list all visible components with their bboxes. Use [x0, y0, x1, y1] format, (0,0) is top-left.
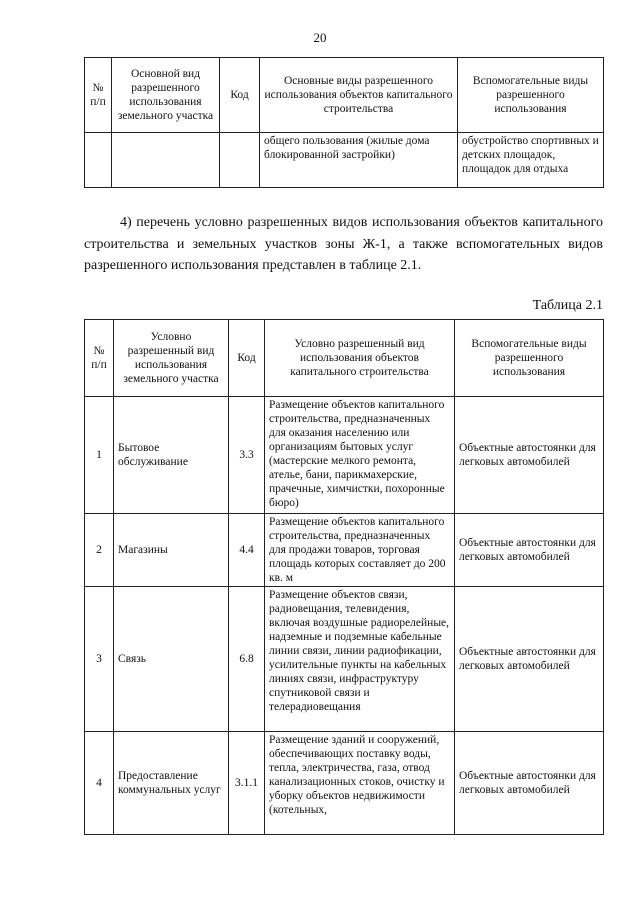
cell-name: Предоставление коммунальных услуг — [114, 732, 229, 835]
cell-desc: Размещение объектов капитального строительства, предназначенных для оказания населению или организациям бытовых услуг (мастерские мелкого ремонта, ателье, бани, парикмахерские, прачечные, химчистки, похоронные бюро) — [265, 397, 455, 514]
cell-code: 3.1.1 — [229, 732, 265, 835]
cell-code — [220, 133, 260, 188]
table-row — [85, 133, 604, 188]
cell-aux: Объектные автостоянки для легковых автомобилей — [455, 587, 604, 732]
table-row — [85, 397, 604, 514]
cell-desc: Размещение объектов связи, радиовещания, телевидения, включая воздушные радиорелейные, надземные и подземные кабельные линии связи, линии радиофикации, усилительные пункты на кабельных линиях связи, инфраструктуру спутниковой связи и телерадиовещания — [265, 587, 455, 732]
table-header-row — [85, 320, 604, 397]
header-aux-uses: Вспомогательные виды разрешенного использования — [455, 320, 604, 397]
cell-aux: Объектные автостоянки для легковых автомобилей — [455, 397, 604, 514]
table-row — [85, 732, 604, 835]
cell-code: 4.4 — [229, 514, 265, 587]
cell-aux: Объектные автостоянки для легковых автомобилей — [455, 514, 604, 587]
cell-main: общего пользования (жилые дома блокированной застройки) — [260, 133, 458, 188]
cell-num: 3 — [85, 587, 114, 732]
header-land-use: Основной вид разрешенного использования земельного участка — [112, 58, 220, 133]
cell-desc: Размещение объектов капитального строительства, предназначенных для продажи товаров, торговая площадь которых составляет до 200 кв. м — [265, 514, 455, 587]
cell-num — [85, 133, 112, 188]
body-paragraph — [84, 212, 603, 277]
table-header-row — [85, 58, 604, 133]
conditional-uses-table — [84, 319, 604, 835]
cell-num: 1 — [85, 397, 114, 514]
cell-num: 4 — [85, 732, 114, 835]
table-row — [85, 514, 604, 587]
continued-table — [84, 57, 604, 188]
cell-name: Связь — [114, 587, 229, 732]
cell-aux: Объектные автостоянки для легковых автомобилей — [455, 732, 604, 835]
cell-name: Магазины — [114, 514, 229, 587]
page-number: 20 — [313, 30, 327, 45]
header-land-use: Условно разрешенный вид использования земельного участка — [114, 320, 229, 397]
cell-num: 2 — [85, 514, 114, 587]
table-caption: Таблица 2.1 — [532, 298, 603, 313]
cell-desc: Размещение зданий и сооружений, обеспечивающих поставку воды, тепла, электричества, газа, отвод канализационных стоков, очистку и уборку объектов недвижимости (котельных, — [265, 732, 455, 835]
cell-code: 6.8 — [229, 587, 265, 732]
header-main-uses: Основные виды разрешенного использования объектов капитального строительства — [260, 58, 458, 133]
cell-aux: обустройство спортивных и детских площадок, площадок для отдыха — [458, 133, 604, 188]
cell-code: 3.3 — [229, 397, 265, 514]
header-aux-uses: Вспомогательные виды разрешенного использования — [458, 58, 604, 133]
cell-name: Бытовое обслуживание — [114, 397, 229, 514]
header-num: № п/п — [85, 58, 112, 133]
header-code: Код — [220, 58, 260, 133]
paragraph-text: 4) перечень условно разрешенных видов использования объектов капитального строительства и земельных участков зоны Ж-1, а также вспомогательных видов разрешенного использования представлен в таблице 2.1. — [84, 215, 603, 273]
header-code: Код — [229, 320, 265, 397]
header-conditional-uses: Условно разрешенный вид использования объектов капитального строительства — [265, 320, 455, 397]
table-row — [85, 587, 604, 732]
header-num: № п/п — [85, 320, 114, 397]
cell-name — [112, 133, 220, 188]
